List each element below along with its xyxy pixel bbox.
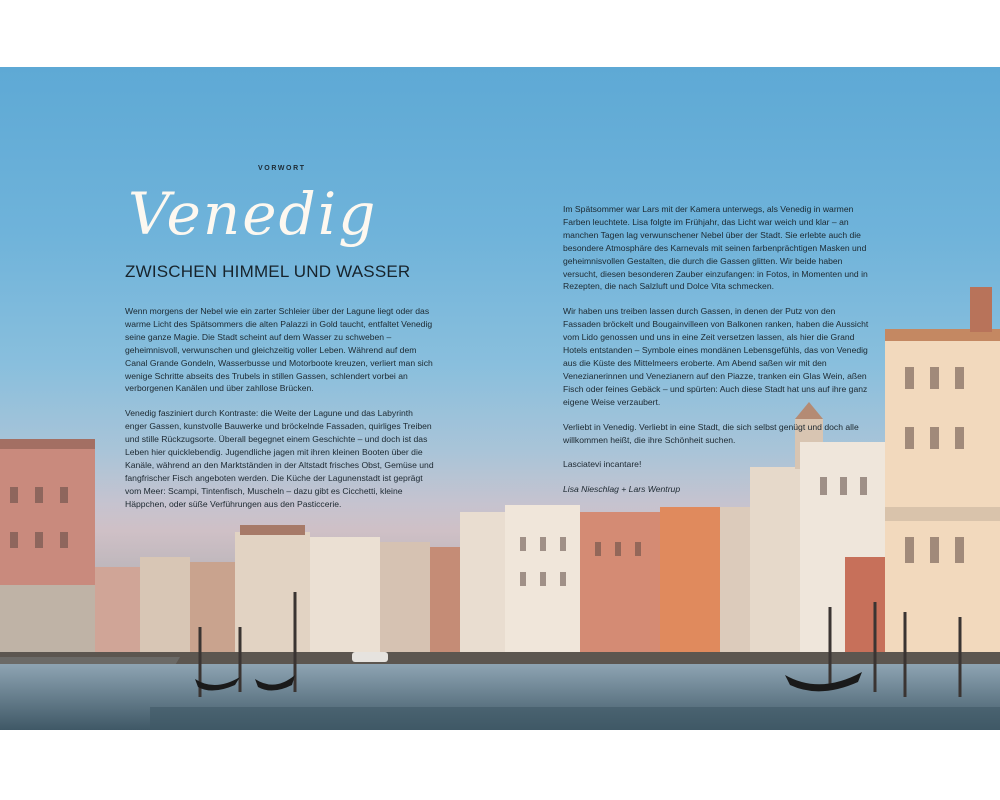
book-spread (0, 67, 1000, 730)
paragraph: Wenn morgens der Nebel wie ein zarter Schleier über der Lagune liegt oder das warme Licht des Spätsommers die alten Palazzi in Gold taucht, entfaltet Venedig seine ganze Magie. Die Stadt scheint auf dem Wasser zu schweben – geheimnisvoll, verwunschen und gleichzeitig voller Leben. Während auf dem Canal Grande Gondeln, Wasserbusse und Motorboote kreuzen, verliert man sich wenige Schritte abseits des Trubels in stillen Gassen, schlendert vorbei an verborgenen Kanälen und über zahllose Brücken. (125, 306, 433, 394)
paragraph: Verliebt in Venedig. Verliebt in eine Stadt, die sich selbst genügt und doch alle willkommen heißt, die ihre Schönheit suchen. (563, 421, 859, 445)
left-text-column (125, 305, 435, 523)
title-script: Venedig (128, 180, 378, 248)
paragraph: Lasciatevi incantare! (563, 459, 642, 470)
right-text-column (563, 203, 873, 508)
headline: ZWISCHEN HIMMEL UND WASSER (125, 262, 411, 281)
paragraph: Venedig fasziniert durch Kontraste: die Weite der Lagune und das Labyrinth enger Gassen, kunstvolle Bauwerke und bröckelnde Fassaden, quirliges Treiben und stille Rückzugsorte. Überall begegnet einem Geschichte – und doch ist das Leben hier quicklebendig. Jugendliche jagen mit ihren kleinen Booten über die Kanäle, während an den Marktständen in der Altstadt frisches Obst, Gemüse und fangfrischer Fisch angeboten werden. Die Küche der Lagunenstadt ist geprägt vom Meer: Scampi, Tintenfisch, Muscheln – dazu gibt es Cicchetti, kleine Häppchen, oder süße Verführungen aus den Pasticcerie. (125, 408, 434, 509)
signature: Lisa Nieschlag + Lars Wentrup (563, 484, 681, 495)
paragraph: Wir haben uns treiben lassen durch Gassen, in denen der Putz von den Fassaden bröckelt und Bougainvilleen von Balkonen ranken, haben die Aussicht vom Lido genossen und uns in eine Zeit versetzen lassen, als hier die Grand Hotels entstanden – Symbole eines mondänen Lebensgefühls, das von Venedig aus die Küste des Mittelmeers eroberte. Am Abend saßen wir mit den Venezianerinnen und Venezianern auf den Piazze, tranken ein Glas Wein, aßen Fisch oder feines Gebäck – und spürten: Auch diese Stadt hat uns auf ihre ganz eigene Weise verzaubert. (563, 306, 869, 407)
section-label: VORWORT (258, 165, 306, 172)
motorboat (352, 652, 388, 662)
buildings-center (460, 505, 750, 652)
paragraph: Im Spätsommer war Lars mit der Kamera unterwegs, als Venedig in warmen Farben leuchtete. Lisa folgte im Frühjahr, das Licht war weich und klar – an manchen Tagen lag verwunschener Nebel über der Stadt. Sie erlebte auch die besondere Atmosphäre des Karnevals mit seinen farbenprächtigen Masken und geheimnisvollen Gestalten, die durch die Gassen glitten. Wir beide haben versucht, diesen besonderen Zauber einzufangen: in Fotos, in Momenten und in Rezepten, die nach Salzluft und Dolce Vita schmecken. (563, 204, 868, 292)
